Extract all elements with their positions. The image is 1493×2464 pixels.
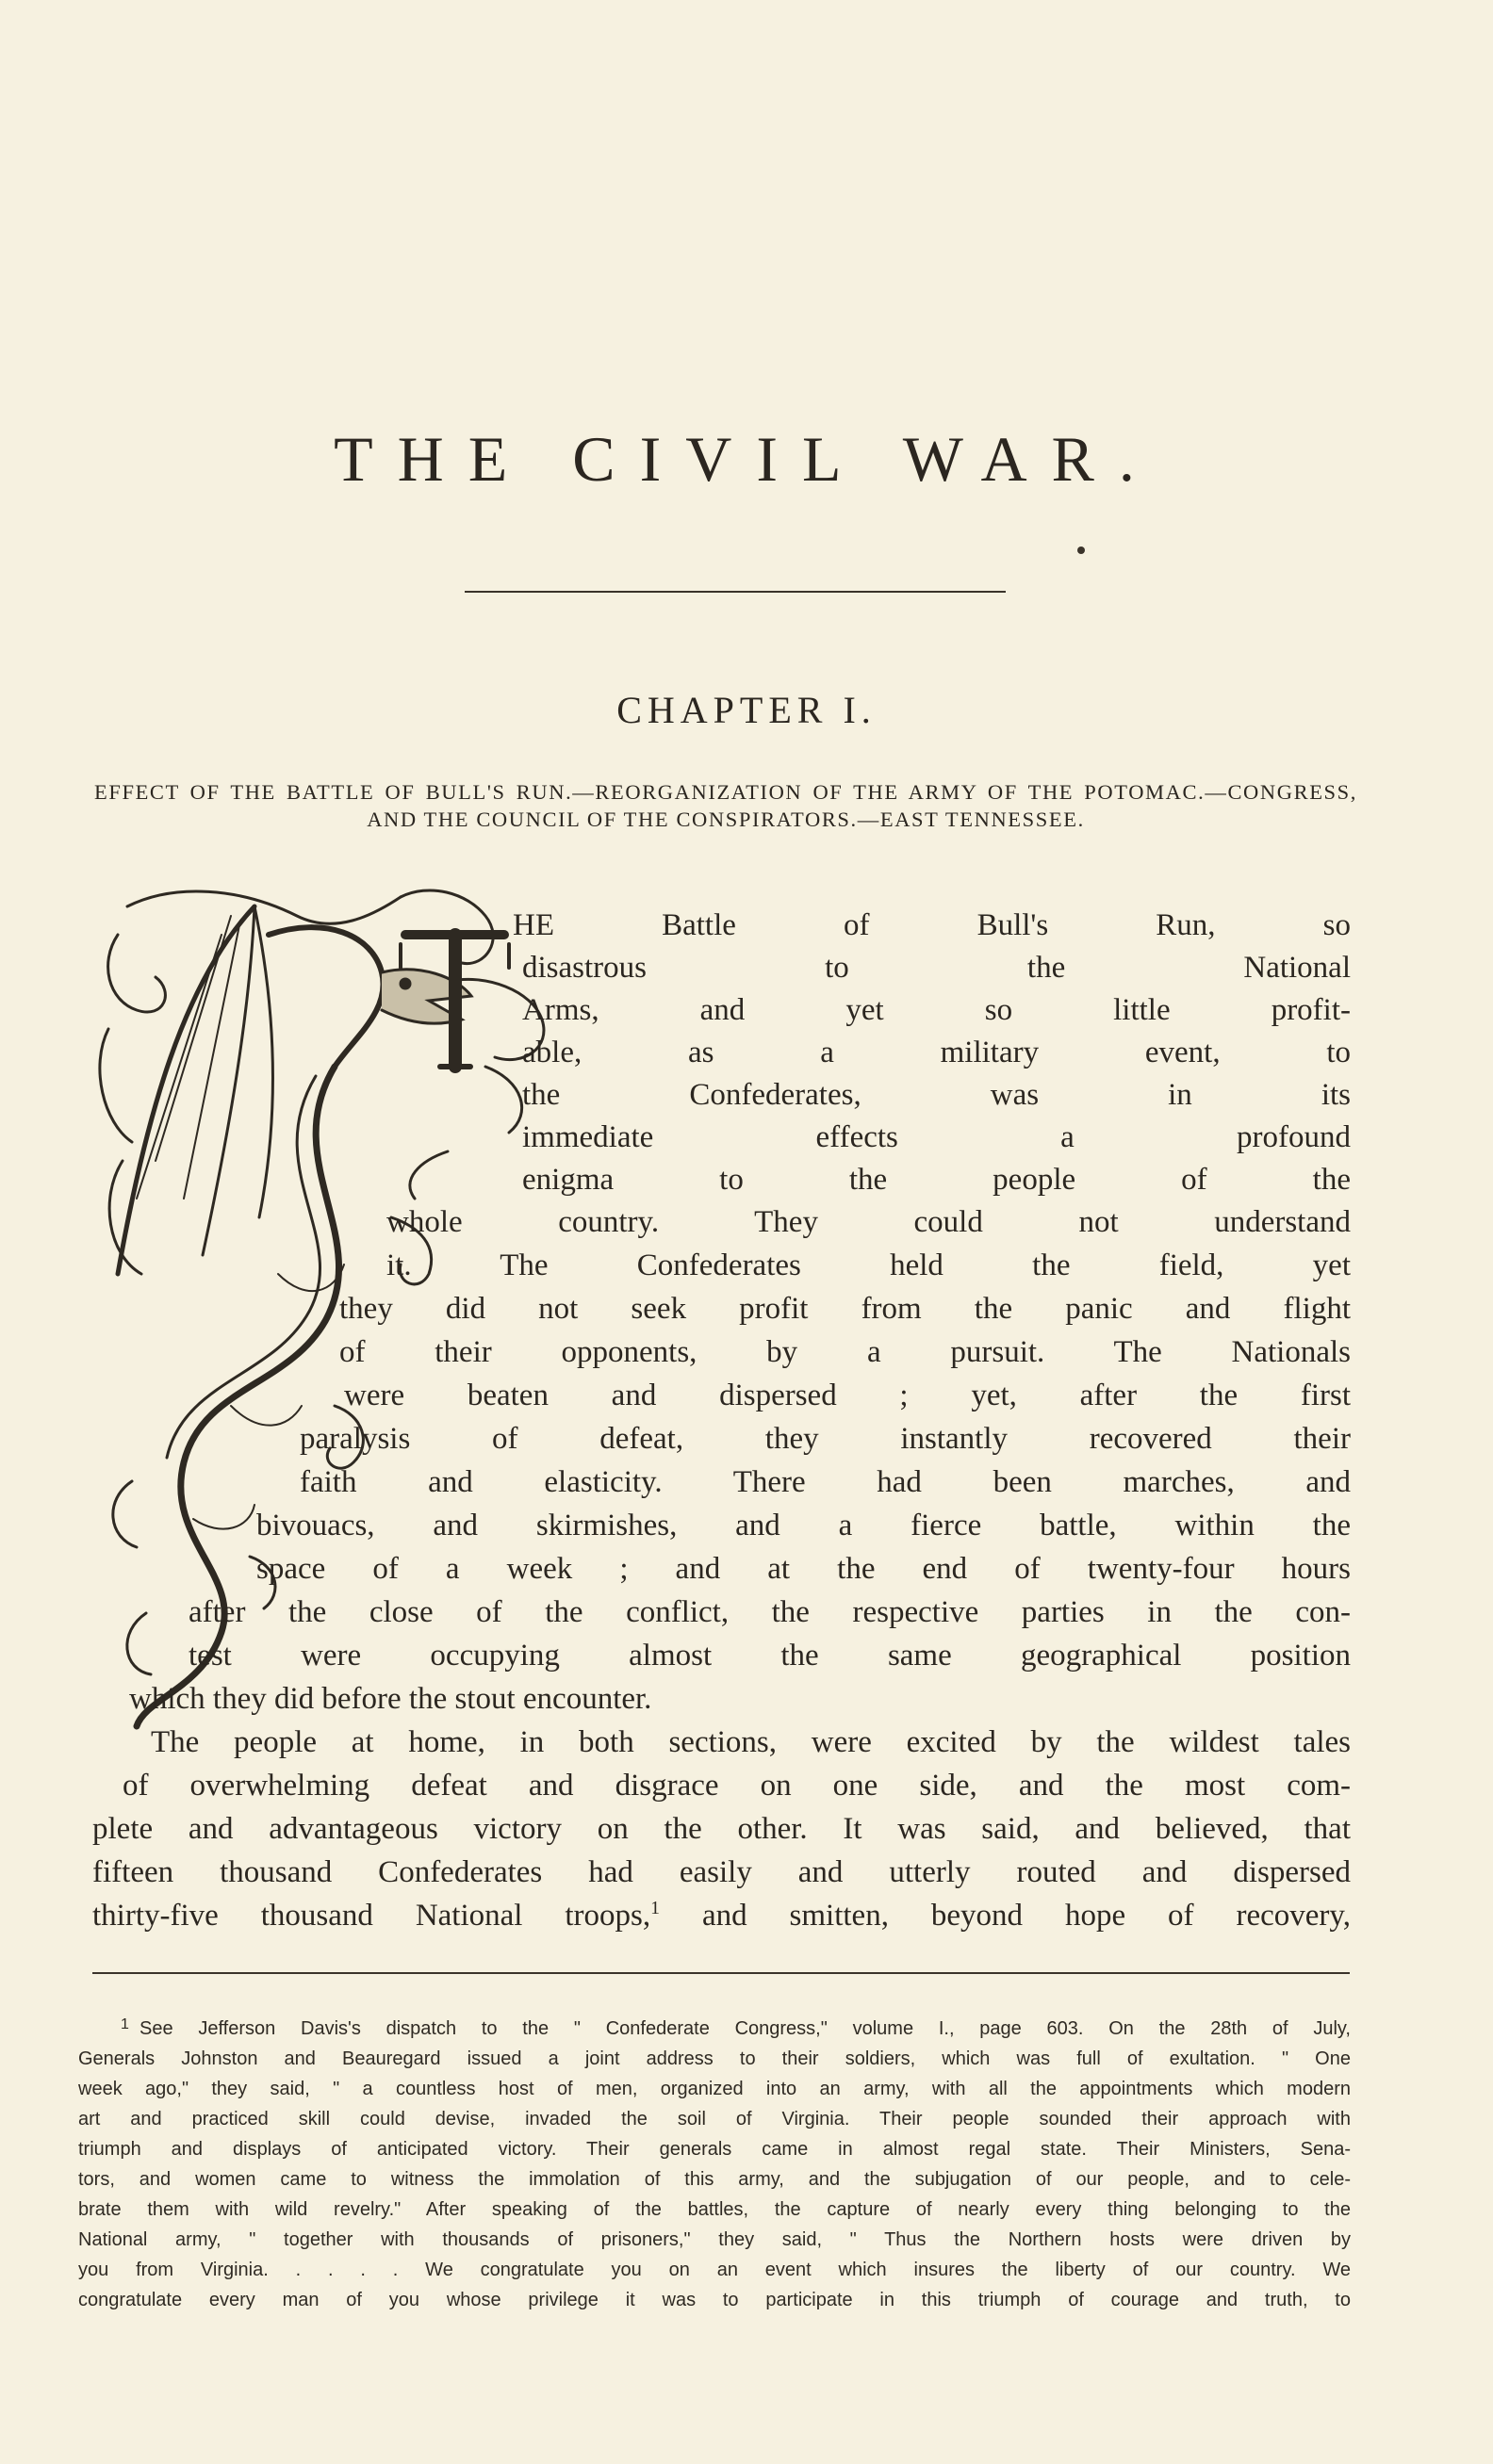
footnote-line: National army, " together with thousands of prisoners," they said, " Thus the Northern hosts were driven by — [78, 2229, 1351, 2250]
body-line: they did not seek profit from the panic and flight — [339, 1292, 1351, 1326]
body-line: bivouacs, and skirmishes, and a fierce battle, within the — [256, 1509, 1351, 1542]
body-line: of their opponents, by a pursuit. The Nationals — [339, 1335, 1351, 1369]
body-line: after the close of the conflict, the respective parties in the con- — [189, 1595, 1351, 1629]
body-line: Arms, and yet so little profit- — [522, 993, 1351, 1027]
footnote-text: See Jefferson Davis's dispatch to the " Confederate Congress," volume I., page 603. On the 28th of July, — [139, 2018, 1351, 2039]
body-line: paralysis of defeat, they instantly recovered their — [300, 1422, 1351, 1456]
body-text: thirty-five thousand National troops, — [92, 1899, 651, 1933]
body-line: enigma to the people of the — [522, 1163, 1351, 1197]
body-line: fifteen thousand Confederates had easily and utterly routed and dispersed — [92, 1855, 1351, 1889]
footnote-line: congratulate every man of you whose privilege it was to participate in this triumph of courage and truth, to — [78, 2290, 1351, 2310]
footnote-line: art and practiced skill could devise, invaded the soil of Virginia. Their people sounded their approach with — [78, 2109, 1351, 2129]
footnote-marker: 1 — [121, 2016, 129, 2032]
body-line: faith and elasticity. There had been marches, and — [300, 1465, 1351, 1499]
body-line: disastrous to the National — [522, 951, 1351, 985]
body-line: test were occupying almost the same geographical position — [189, 1639, 1351, 1673]
body-line: it. The Confederates held the field, yet — [386, 1248, 1351, 1282]
body-line: able, as a military event, to — [522, 1036, 1351, 1069]
footnote-line: brate them with wild revelry." After speaking of the battles, the capture of nearly every thing belonging to the — [78, 2199, 1351, 2220]
body-line: of overwhelming defeat and disgrace on one side, and the most com- — [123, 1769, 1351, 1803]
body-line: space of a week ; and at the end of twenty-four hours — [256, 1552, 1351, 1586]
footnote-line: week ago," they said, " a countless host of men, organized into an army, with all the appointments which modern — [78, 2079, 1351, 2099]
body-text: and smitten, beyond hope of recovery, — [660, 1899, 1352, 1933]
footnote-line: Generals Johnston and Beauregard issued a joint address to their soldiers, which was full of exultation. " One — [78, 2048, 1351, 2069]
ornament-dot — [1077, 547, 1085, 554]
body-line: plete and advantageous victory on the other. It was said, and believed, that — [92, 1812, 1351, 1846]
chapter-summary: EFFECT OF THE BATTLE OF BULL'S RUN.—REORGANIZATION OF THE ARMY OF THE POTOMAC.—CONGRESS, AND THE COUNCIL OF THE CONSPIRATORS.—EAST TENNESSEE. — [94, 780, 1357, 831]
body-line: whole country. They could not understand — [386, 1205, 1351, 1239]
book-title: THE CIVIL WAR. — [334, 423, 1159, 495]
chapter-heading: CHAPTER I. — [616, 689, 877, 731]
title-rule — [465, 591, 1006, 593]
footnote-line: tors, and women came to witness the immolation of this army, and the subjugation of our people, and to cele- — [78, 2169, 1351, 2190]
drop-cap-remainder: HE Battle of Bull's Run, so — [513, 908, 1351, 942]
footnote-reference: 1 — [650, 1898, 661, 1918]
body-line: immediate effects a profound — [522, 1120, 1351, 1154]
body-line — [92, 1894, 1351, 1937]
body-line: were beaten and dispersed ; yet, after the first — [344, 1379, 1351, 1412]
body-line: which they did before the stout encounter. — [129, 1682, 652, 1716]
footnote-rule — [92, 1972, 1350, 1974]
footnote-line: triumph and displays of anticipated victory. Their generals came in almost regal state. Their Ministers, Sena- — [78, 2139, 1351, 2160]
footnote-line — [121, 2014, 1351, 2044]
body-line: The people at home, in both sections, were excited by the wildest tales — [151, 1725, 1351, 1759]
body-line — [513, 904, 1351, 947]
body-line: the Confederates, was in its — [522, 1078, 1351, 1112]
footnote-line: you from Virginia. . . . . We congratulate you on an event which insures the liberty of our country. We — [78, 2260, 1351, 2280]
